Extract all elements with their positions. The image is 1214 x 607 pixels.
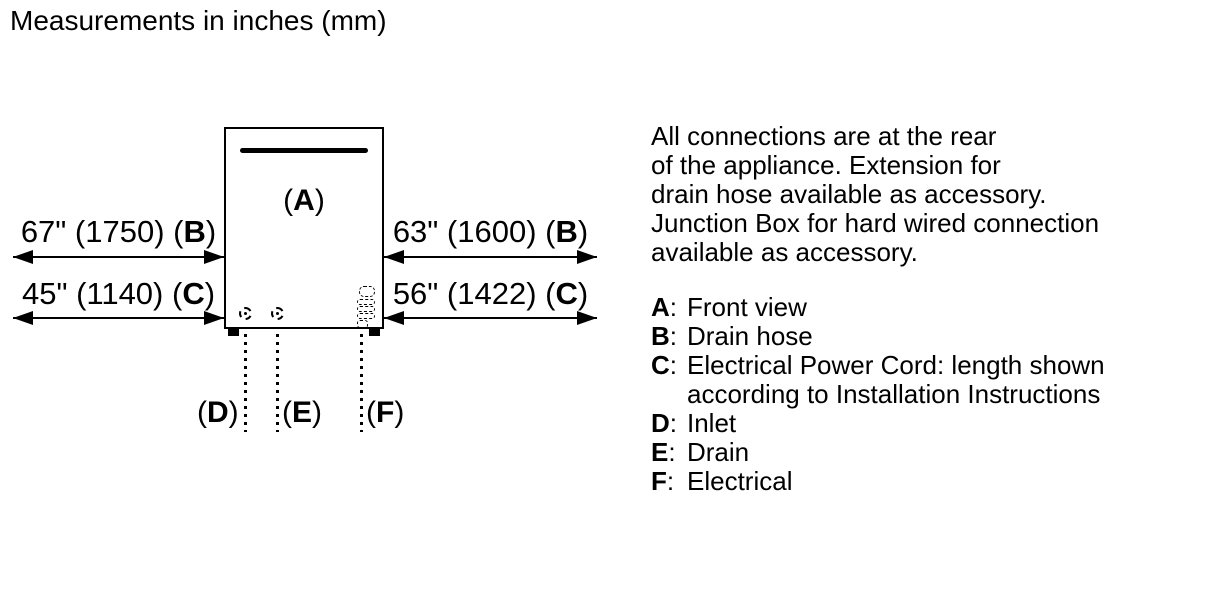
legend-text: Electrical Power Cord: length shown according to Installation Instructions (687, 350, 1105, 409)
dimension-letter: B (183, 214, 206, 249)
legend-key (651, 293, 687, 322)
legend-key (651, 351, 687, 380)
power-cord-coil-segment (357, 313, 375, 319)
label-letter: F (376, 396, 395, 429)
legend-item-b (651, 322, 1156, 351)
page-title: Measurements in inches (mm) (10, 5, 387, 36)
label-post: ) (228, 396, 239, 429)
legend (651, 293, 1156, 496)
label-pre: ( (197, 396, 207, 429)
legend-text: Front view (687, 292, 807, 322)
dimension-value: 45" (1140) ( (21, 276, 183, 311)
label-pre: ( (366, 396, 376, 429)
dimension-label-right-c (384, 277, 597, 311)
dimension-label-left-c (13, 277, 224, 311)
legend-key (651, 438, 687, 467)
legend-text: Drain (687, 437, 750, 467)
power-cord-icon (357, 286, 377, 328)
power-cord-coil-segment (359, 286, 375, 297)
legend-letter: F (651, 466, 667, 496)
note-line: All connections are at the rear (651, 121, 997, 151)
legend-item-c (651, 351, 1156, 409)
dimension-letter: B (555, 214, 578, 249)
legend-separator: : (669, 292, 678, 322)
legend-separator: : (669, 408, 678, 438)
connection-label-drain (282, 396, 322, 430)
legend-separator: : (668, 437, 676, 467)
legend-text: Electrical (687, 466, 793, 496)
note-line: available as accessory. (651, 237, 918, 267)
legend-key (651, 467, 687, 496)
dimension-arrow-power-cord-left (13, 317, 224, 319)
front-view-label (226, 184, 382, 218)
legend-letter: B (651, 321, 670, 351)
dimension-arrow-power-cord-right (384, 317, 597, 319)
drain-dotted-line (276, 334, 279, 432)
connection-label-electrical (366, 396, 404, 430)
dimension-value: 67" (1750) ( (20, 214, 184, 249)
legend-item-d (651, 409, 1156, 438)
note-line: drain hose available as accessory. (651, 179, 1047, 209)
dimension-close: ) (205, 214, 217, 249)
legend-key (651, 322, 687, 351)
dimension-letter: C (555, 276, 578, 311)
label-pre: ( (282, 396, 292, 429)
appliance-foot-right (369, 329, 380, 336)
inlet-connector-icon (239, 307, 252, 320)
appliance-handle-bar (240, 148, 368, 153)
front-view-label-post: ) (314, 184, 325, 217)
dimension-close: ) (204, 276, 216, 311)
legend-text: Inlet (687, 408, 737, 438)
note-line: Junction Box for hard wired connection (651, 208, 1100, 238)
power-cord-coil-segment (357, 299, 375, 305)
info-panel (651, 122, 1156, 496)
connection-label-inlet (197, 396, 239, 430)
dimension-label-right-b (384, 215, 597, 249)
drain-connector-icon (271, 307, 284, 320)
legend-separator: : (669, 321, 678, 351)
appliance-foot-left (228, 329, 239, 336)
dimension-arrow-drain-hose-left (13, 256, 224, 258)
front-view-label-letter: A (293, 184, 315, 217)
legend-letter: C (651, 350, 670, 380)
label-letter: D (207, 396, 229, 429)
label-letter: E (292, 396, 313, 429)
legend-separator: : (669, 350, 678, 380)
label-post: ) (394, 396, 405, 429)
dimension-value: 63" (1600) ( (392, 214, 556, 249)
connections-note (651, 122, 1156, 267)
legend-letter: D (651, 408, 670, 438)
legend-letter: A (651, 292, 670, 322)
dimension-close: ) (577, 214, 589, 249)
power-cord-coil-segment (357, 320, 368, 328)
dimension-label-left-b (13, 215, 224, 249)
dimension-close: ) (577, 276, 589, 311)
legend-item-e (651, 438, 1156, 467)
power-cord-coil-segment (357, 306, 375, 312)
label-post: ) (312, 396, 323, 429)
note-line: of the appliance. Extension for (651, 150, 1001, 180)
front-view-label-pre: ( (283, 184, 294, 217)
legend-text: Drain hose (687, 321, 813, 351)
electrical-dotted-line (360, 334, 363, 432)
dimension-value: 56" (1422) ( (392, 276, 556, 311)
inlet-dotted-line (244, 334, 247, 432)
legend-separator: : (666, 466, 675, 496)
legend-key (651, 409, 687, 438)
dimension-letter: C (182, 276, 205, 311)
legend-letter: E (651, 437, 669, 467)
dimension-arrow-drain-hose-right (384, 256, 597, 258)
legend-item-f (651, 467, 1156, 496)
legend-item-a (651, 293, 1156, 322)
